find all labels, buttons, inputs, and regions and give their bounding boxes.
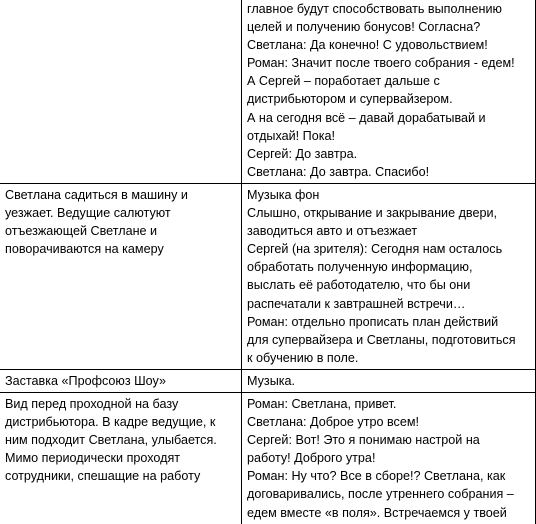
dialogue-cell bbox=[242, 0, 536, 183]
dialogue-line: отдыхай! Пока! bbox=[247, 128, 336, 143]
dialogue-line: договаривались, после утреннего собрания – bbox=[247, 487, 514, 502]
action-line: отъезжающей Светлане и bbox=[5, 224, 158, 239]
table-row bbox=[0, 0, 536, 183]
dialogue-line: Светлана: Да конечно! С удовольствием! bbox=[247, 38, 488, 53]
dialogue-line: обработать полученную информацию, bbox=[247, 260, 473, 275]
dialogue-line: Сергей: Вот! Это я понимаю настрой на bbox=[247, 433, 480, 448]
dialogue-line: Музыка. bbox=[247, 373, 296, 388]
dialogue-line: для супервайзера и Светланы, подготовиться bbox=[247, 332, 516, 347]
dialogue-line: целей и получению бонусов! Согласна? bbox=[247, 20, 481, 35]
action-line: сотрудники, спешащие на работу bbox=[5, 469, 201, 484]
action-line: Мимо периодически проходят bbox=[5, 451, 181, 466]
dialogue-line: главное будут способствовать выполнению bbox=[247, 2, 502, 16]
dialogue-line: работу! Доброго утра! bbox=[247, 451, 376, 466]
action-cell bbox=[0, 369, 242, 392]
dialogue-line: к обучению в поле. bbox=[247, 350, 359, 365]
action-line: дистрибьютора. В кадре ведущие, к bbox=[5, 415, 216, 430]
table-row bbox=[0, 369, 536, 392]
dialogue-line: Слышно, открывание и закрывание двери, bbox=[247, 206, 498, 221]
dialogue-line: заводиться авто и отъезжает bbox=[247, 224, 418, 239]
dialogue-line: Сергей (на зрителя): Сегодня нам осталось bbox=[247, 242, 503, 257]
table-row bbox=[0, 392, 536, 523]
action-cell bbox=[0, 0, 242, 183]
dialogue-line: Роман: Светлана, привет. bbox=[247, 396, 397, 411]
dialogue-line: Светлана: До завтра. Спасибо! bbox=[247, 164, 430, 179]
dialogue-line: едем вместе «в поля». Встречаемся у твоей bbox=[247, 505, 507, 520]
dialogue-cell bbox=[242, 369, 536, 392]
dialogue-line: Роман: отдельно прописать план действий bbox=[247, 314, 499, 329]
dialogue-line: выслать её работодателю, что бы они bbox=[247, 278, 471, 293]
action-line: Светлана садиться в машину и bbox=[5, 187, 188, 202]
dialogue-line: Сергей: До завтра. bbox=[247, 146, 358, 161]
dialogue-cell bbox=[242, 392, 536, 523]
dialogue-line: распечатали к завтрашней встречи… bbox=[247, 296, 466, 311]
dialogue-line: А на сегодня всё – давай дорабатывай и bbox=[247, 110, 486, 125]
dialogue-line: дистрибьютором и супервайзером. bbox=[247, 92, 453, 107]
action-line: поворачиваются на камеру bbox=[5, 242, 164, 257]
dialogue-line: Музыка фон bbox=[247, 187, 320, 202]
dialogue-line: А Сергей – поработает дальше с bbox=[247, 74, 440, 89]
action-line: уезжает. Ведущие салютуют bbox=[5, 206, 171, 221]
dialogue-line: Светлана: Доброе утро всем! bbox=[247, 415, 420, 430]
action-cell bbox=[0, 183, 242, 369]
dialogue-cell bbox=[242, 183, 536, 369]
table-row bbox=[0, 183, 536, 369]
action-line: Заставка «Профсоюз Шоу» bbox=[5, 373, 166, 388]
dialogue-line: Роман: Значит после твоего собрания - едем! bbox=[247, 56, 515, 71]
dialogue-line: Роман: Ну что? Все в сборе!? Светлана, как bbox=[247, 469, 506, 484]
action-line: ним подходит Светлана, улыбается. bbox=[5, 433, 217, 448]
action-line: Вид перед проходной на базу bbox=[5, 396, 179, 411]
action-cell bbox=[0, 392, 242, 523]
